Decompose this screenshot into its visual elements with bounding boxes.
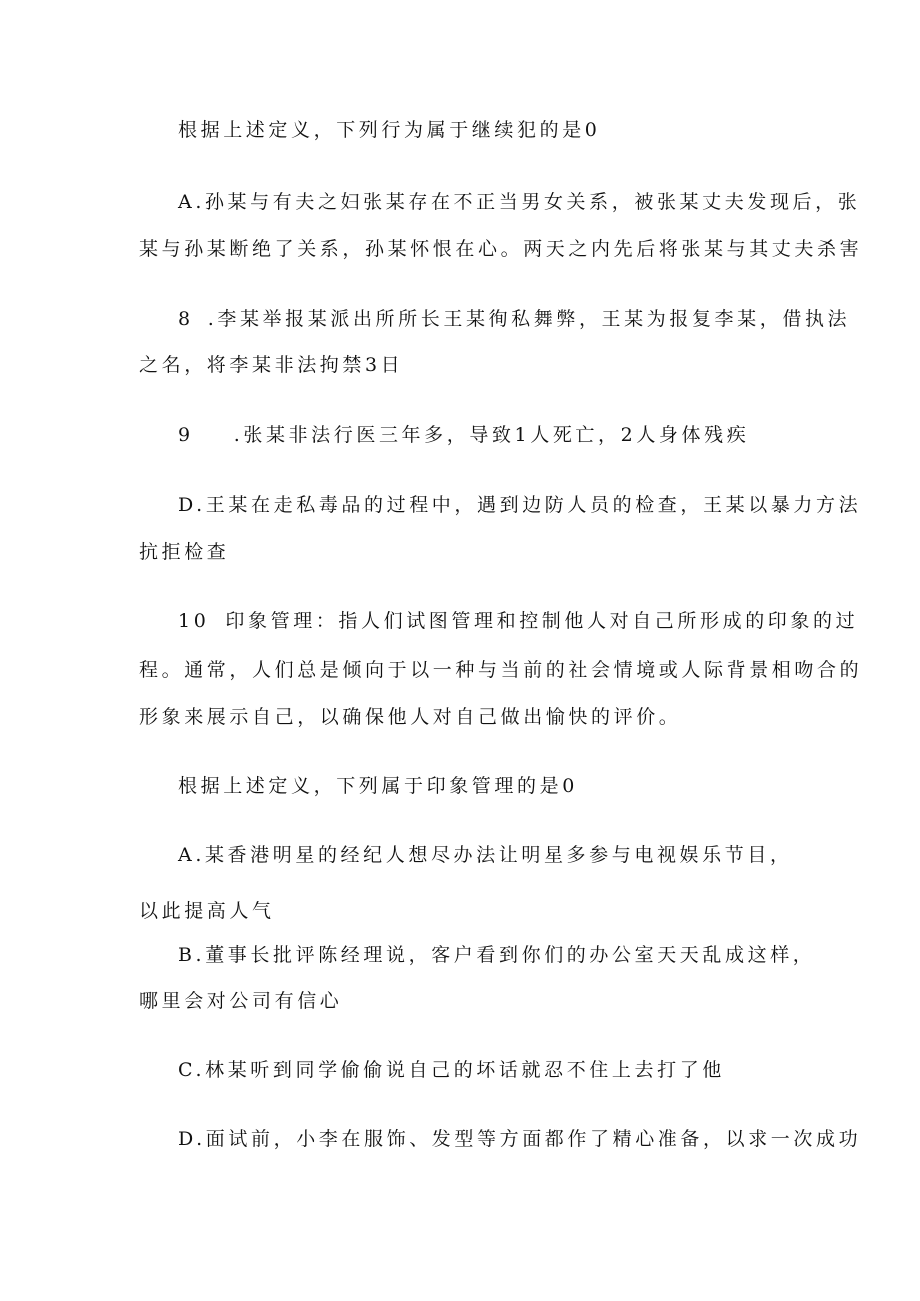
q10-option-a-line-2: 以此提高人气 — [139, 900, 275, 922]
option-b-line-1 — [178, 310, 850, 329]
option-d-line-1: D.王某在走私毒品的过程中，遇到边防人员的检查，王某以暴力方法 — [178, 494, 862, 516]
question-10-definition-line-3: 形象来展示自己，以确保他人对自己做出愉快的评价。 — [139, 706, 682, 728]
option-d-line-2: 抗拒检查 — [139, 541, 230, 563]
option-c-text: .张某非法行医三年多，导致1人死亡，2人身体残疾 — [233, 424, 750, 446]
option-c-line — [178, 426, 749, 445]
question-10-definition-line-1 — [178, 612, 858, 631]
option-a-line-1: A.孙某与有夫之妇张某存在不正当男女关系，被张某丈夫发现后，张 — [178, 191, 861, 213]
question-prompt: 根据上述定义，下列行为属于继续犯的是0 — [178, 119, 601, 141]
q10-option-a-line-1: A.某香港明星的经纪人想尽办法让明星多参与电视娱乐节目， — [178, 844, 793, 866]
definition-text: 印象管理：指人们试图管理和控制他人对自己所形成的印象的过 — [225, 610, 859, 632]
option-b-text: .李某举报某派出所所长王某徇私舞弊，王某为报复李某，借执法 — [207, 308, 851, 330]
q10-option-b-line-2: 哪里会对公司有信心 — [139, 990, 343, 1012]
q10-option-d: D.面试前，小李在服饰、发型等方面都作了精心准备，以求一次成功 — [178, 1128, 862, 1150]
question-number: 10 — [178, 610, 210, 632]
option-b-line-2: 之名，将李某非法拘禁3日 — [139, 354, 404, 376]
q10-option-c: C.林某听到同学偷偷说自己的坏话就忍不住上去打了他 — [178, 1059, 725, 1081]
question-10-prompt: 根据上述定义，下列属于印象管理的是0 — [178, 775, 578, 797]
option-c-number: 9 — [178, 424, 194, 446]
option-a-line-2: 某与孙某断绝了关系，孙某怀恨在心。两天之内先后将张某与其丈夫杀害 — [139, 238, 863, 260]
question-10-definition-line-2: 程。通常，人们总是倾向于以一种与当前的社会情境或人际背景相吻合的 — [139, 659, 863, 681]
q10-option-b-line-1: B.董事长批评陈经理说，客户看到你们的办公室天天乱成这样， — [178, 944, 816, 966]
option-b-number: 8 — [178, 308, 194, 330]
